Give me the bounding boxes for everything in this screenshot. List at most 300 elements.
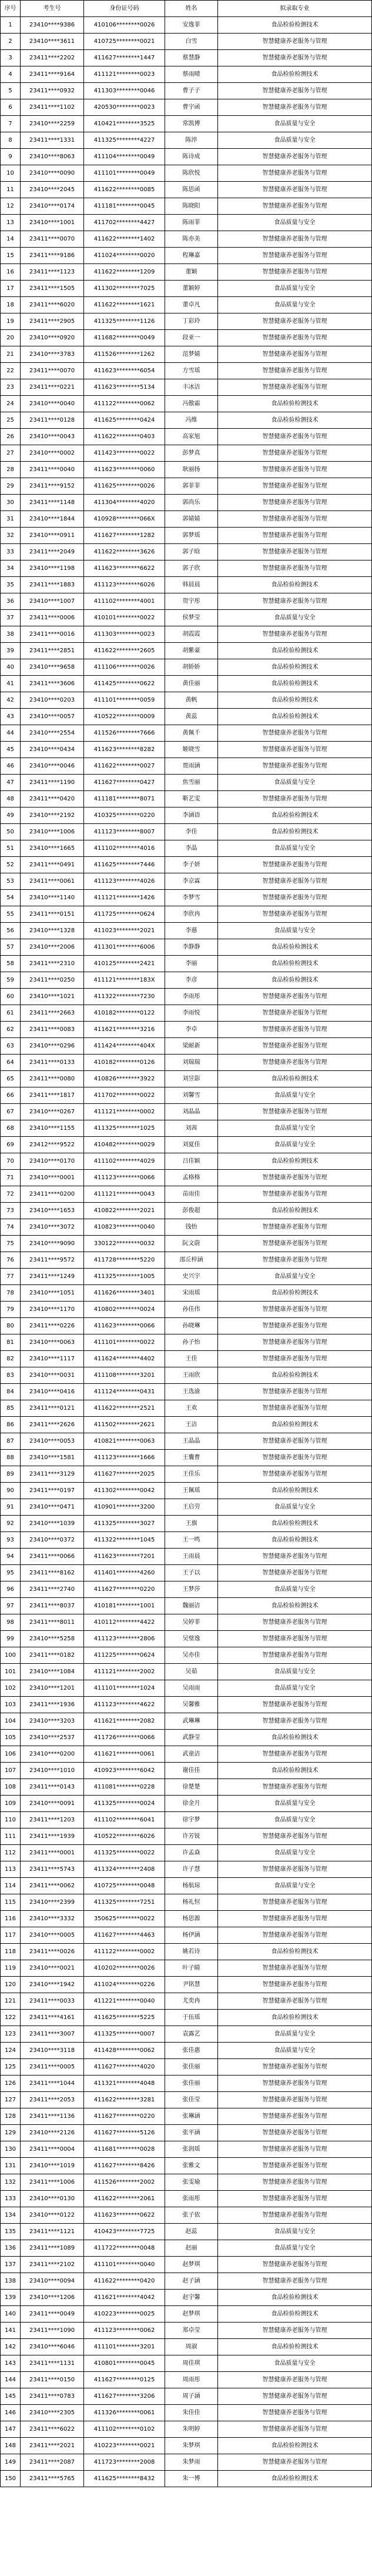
cell-major: 食品检验检测技术	[218, 1285, 372, 1302]
cell-major: 智慧健康养老服务与管理	[218, 1993, 372, 2010]
cell-index: 68	[1, 1120, 21, 1137]
table-row	[1, 742, 372, 758]
cell-index: 124	[1, 2043, 21, 2059]
cell-name: 王佳乐	[165, 1466, 218, 1483]
cell-major: 食品质量与安全	[218, 1499, 372, 1516]
table-row	[1, 725, 372, 742]
cell-major: 食品质量与安全	[218, 2043, 372, 2059]
table-row	[1, 1861, 372, 1878]
table-row	[1, 643, 372, 659]
cell-name: 杨礼恒	[165, 1894, 218, 1911]
cell-exam-number: 23410****0094	[21, 2273, 84, 2290]
cell-exam-number: 23410****0122	[21, 2207, 84, 2224]
table-row	[1, 1878, 372, 1894]
cell-id-number: 411624********4402	[84, 1351, 165, 1367]
cell-major: 智慧健康养老服务与管理	[218, 1400, 372, 1417]
cell-name: 张佳莹	[165, 2092, 218, 2108]
cell-major: 智慧健康养老服务与管理	[218, 2076, 372, 2092]
cell-id-number: 411325********1025	[84, 1120, 165, 1137]
cell-name: 陈诗成	[165, 149, 218, 165]
table-row	[1, 923, 372, 939]
cell-major: 食品检验检测技术	[218, 659, 372, 676]
cell-index: 23	[1, 379, 21, 396]
table-row	[1, 1269, 372, 1285]
table-row	[1, 2092, 372, 2108]
cell-id-number: 411325********0007	[84, 2026, 165, 2043]
table-row	[1, 939, 372, 956]
cell-index: 144	[1, 2372, 21, 2388]
table-row	[1, 840, 372, 857]
cell-exam-number: 23410****3118	[21, 2043, 84, 2059]
cell-id-number: 410182********0126	[84, 1055, 165, 1071]
cell-index: 147	[1, 2421, 21, 2438]
table-row	[1, 890, 372, 906]
cell-major: 智慧健康养老服务与管理	[218, 1977, 372, 1993]
cell-name: 张子依	[165, 2207, 218, 2224]
cell-major: 食品检验检测技术	[218, 2290, 372, 2306]
cell-name: 李丽	[165, 956, 218, 972]
cell-index: 10	[1, 165, 21, 182]
table-row	[1, 1137, 372, 1153]
cell-major: 智慧健康养老服务与管理	[218, 1005, 372, 1022]
cell-major: 智慧健康养老服务与管理	[218, 1861, 372, 1878]
cell-name: 李彦	[165, 972, 218, 989]
cell-exam-number: 23411****0150	[21, 2372, 84, 2388]
cell-major: 食品质量与安全	[218, 132, 372, 149]
table-row	[1, 1598, 372, 1614]
cell-exam-number: 23411****0932	[21, 83, 84, 99]
cell-major: 智慧健康养老服务与管理	[218, 1911, 372, 1927]
table-row	[1, 1153, 372, 1170]
cell-major: 食品质量与安全	[218, 1878, 372, 1894]
cell-name: 吴茹	[165, 1664, 218, 1680]
table-row	[1, 791, 372, 807]
cell-exam-number: 23411****0062	[21, 1878, 84, 1894]
table-row	[1, 972, 372, 989]
cell-index: 103	[1, 1697, 21, 1713]
cell-major: 食品质量与安全	[218, 215, 372, 231]
cell-index: 34	[1, 560, 21, 577]
cell-index: 50	[1, 824, 21, 840]
cell-id-number: 411424********404X	[84, 1038, 165, 1055]
cell-id-number: 411102********6041	[84, 1812, 165, 1828]
header-index: 序号	[1, 1, 21, 17]
table-row	[1, 1516, 372, 1532]
table-row	[1, 1631, 372, 1647]
cell-major: 智慧健康养老服务与管理	[218, 363, 372, 379]
cell-id-number: 411622********2605	[84, 643, 165, 659]
cell-index: 19	[1, 313, 21, 330]
cell-exam-number: 23410****2554	[21, 725, 84, 742]
cell-major: 智慧健康养老服务与管理	[218, 2059, 372, 2076]
cell-major: 智慧健康养老服务与管理	[218, 528, 372, 544]
cell-id-number: 411626********3401	[84, 1285, 165, 1302]
cell-id-number: 411102********0102	[84, 2421, 165, 2438]
cell-id-number: 411622********3281	[84, 2092, 165, 2108]
cell-name: 苗雨佳	[165, 1186, 218, 1203]
cell-exam-number: 23411****0226	[21, 1318, 84, 1334]
cell-major: 智慧健康养老服务与管理	[218, 462, 372, 478]
cell-major: 智慧健康养老服务与管理	[218, 2421, 372, 2438]
table-row	[1, 1944, 372, 1960]
cell-exam-number: 23411****8162	[21, 1565, 84, 1581]
cell-exam-number: 23411****1121	[21, 2224, 84, 2240]
cell-name: 武静莹	[165, 1730, 218, 1746]
cell-exam-number: 23411****0121	[21, 1400, 84, 1417]
cell-id-number: 411623********0622	[84, 2207, 165, 2224]
cell-index: 109	[1, 1796, 21, 1812]
table-row	[1, 1104, 372, 1120]
cell-major: 智慧健康养老服务与管理	[218, 791, 372, 807]
cell-name: 王一鸣	[165, 1532, 218, 1549]
table-row	[1, 165, 372, 182]
table-row	[1, 1186, 372, 1203]
cell-index: 94	[1, 1549, 21, 1565]
cell-id-number: 410106********0026	[84, 17, 165, 34]
cell-index: 26	[1, 429, 21, 445]
cell-name: 吴婷菲	[165, 1614, 218, 1631]
cell-major: 智慧健康养老服务与管理	[218, 1104, 372, 1120]
cell-major: 智慧健康养老服务与管理	[218, 1318, 372, 1334]
table-row	[1, 231, 372, 248]
cell-index: 140	[1, 2306, 21, 2323]
table-row	[1, 560, 372, 577]
cell-name: 郭婧婧	[165, 511, 218, 528]
cell-exam-number: 23410****1170	[21, 1302, 84, 1318]
cell-major: 食品检验检测技术	[218, 1532, 372, 1549]
cell-id-number: 411728********5220	[84, 1252, 165, 1269]
cell-major: 智慧健康养老服务与管理	[218, 1549, 372, 1565]
cell-exam-number: 23411****0200	[21, 1186, 84, 1203]
cell-name: 史兴宇	[165, 1269, 218, 1285]
cell-name: 彭俊超	[165, 1203, 218, 1219]
cell-major: 食品检验检测技术	[218, 2339, 372, 2355]
cell-major: 智慧健康养老服务与管理	[218, 1746, 372, 1763]
cell-major: 食品质量与安全	[218, 1812, 372, 1828]
cell-name: 丰冰洁	[165, 379, 218, 396]
cell-id-number: 411621********3216	[84, 1022, 165, 1038]
cell-major: 食品检验检测技术	[218, 956, 372, 972]
cell-id-number: 411622********2061	[84, 2191, 165, 2207]
cell-name: 陈晓阳	[165, 198, 218, 215]
cell-name: 陈思函	[165, 182, 218, 198]
table-row	[1, 1730, 372, 1746]
cell-major: 智慧健康养老服务与管理	[218, 511, 372, 528]
cell-id-number: 411625********8432	[84, 2471, 165, 2487]
table-row	[1, 1532, 372, 1549]
table-row	[1, 1219, 372, 1236]
cell-exam-number: 23410****1007	[21, 593, 84, 610]
cell-id-number: 411122********0002	[84, 1944, 165, 1960]
cell-name: 孙子怡	[165, 1334, 218, 1351]
cell-index: 133	[1, 2191, 21, 2207]
table-row	[1, 2108, 372, 2125]
table-row	[1, 1483, 372, 1499]
cell-index: 17	[1, 281, 21, 297]
cell-exam-number: 23411****5765	[21, 2471, 84, 2487]
cell-major: 智慧健康养老服务与管理	[218, 1170, 372, 1186]
cell-id-number: 411622********1621	[84, 297, 165, 313]
cell-exam-number: 23410****1051	[21, 1285, 84, 1302]
cell-id-number: 410112********4422	[84, 1614, 165, 1631]
cell-name: 王选渝	[165, 1384, 218, 1400]
cell-id-number: 411625********7446	[84, 857, 165, 873]
cell-index: 150	[1, 2471, 21, 2487]
cell-major: 食品检验检测技术	[218, 1071, 372, 1087]
cell-id-number: 411108********3201	[84, 1367, 165, 1384]
cell-major: 食品检验检测技术	[218, 1153, 372, 1170]
cell-exam-number: 23411****0001	[21, 1845, 84, 1861]
cell-id-number: 411123********4026	[84, 873, 165, 890]
cell-id-number: 411101********0059	[84, 692, 165, 709]
cell-exam-number: 23411****2740	[21, 1581, 84, 1598]
cell-name: 郑卓莹	[165, 2323, 218, 2339]
cell-index: 61	[1, 1005, 21, 1022]
cell-major: 智慧健康养老服务与管理	[218, 330, 372, 346]
cell-id-number: 410725********0021	[84, 34, 165, 50]
cell-exam-number: 23410****1021	[21, 989, 84, 1005]
cell-index: 100	[1, 1647, 21, 1664]
table-body	[1, 17, 372, 2487]
cell-index: 137	[1, 2257, 21, 2273]
table-row	[1, 1022, 372, 1038]
table-row	[1, 1713, 372, 1730]
cell-name: 刘茜	[165, 1120, 218, 1137]
cell-exam-number: 23411****6022	[21, 2421, 84, 2438]
cell-exam-number: 23411****8011	[21, 1614, 84, 1631]
cell-index: 87	[1, 1433, 21, 1450]
cell-index: 81	[1, 1334, 21, 1351]
cell-exam-number: 23411****1249	[21, 1269, 84, 1285]
cell-exam-number: 23410****0031	[21, 1367, 84, 1384]
cell-major: 食品质量与安全	[218, 2355, 372, 2372]
table-row	[1, 1927, 372, 1944]
cell-exam-number: 23411****1044	[21, 2076, 84, 2092]
cell-id-number: 411181********0045	[84, 198, 165, 215]
table-row	[1, 281, 372, 297]
cell-major: 食品质量与安全	[218, 1087, 372, 1104]
cell-major: 食品检验检测技术	[218, 396, 372, 412]
table-row	[1, 396, 372, 412]
cell-index: 120	[1, 1977, 21, 1993]
cell-id-number: 410522********6026	[84, 1828, 165, 1845]
cell-index: 146	[1, 2405, 21, 2421]
table-row	[1, 1614, 372, 1631]
table-row	[1, 1087, 372, 1104]
cell-exam-number: 23411****0006	[21, 610, 84, 626]
cell-name: 段亚一	[165, 330, 218, 346]
cell-index: 114	[1, 1878, 21, 1894]
cell-name: 李涵语	[165, 807, 218, 824]
cell-exam-number: 23410****9658	[21, 659, 84, 676]
cell-exam-number: 23411****3129	[21, 1466, 84, 1483]
cell-id-number: 411627********0220	[84, 2108, 165, 2125]
cell-name: 李慈	[165, 923, 218, 939]
cell-major: 食品检验检测技术	[218, 643, 372, 659]
cell-id-number: 411321********4048	[84, 2076, 165, 2092]
cell-name: 武童洁	[165, 1746, 218, 1763]
table-row	[1, 775, 372, 791]
cell-name: 董颖	[165, 264, 218, 281]
cell-name: 谢佳佳	[165, 1763, 218, 1779]
cell-major: 食品质量与安全	[218, 1269, 372, 1285]
cell-id-number: 410522********0009	[84, 709, 165, 725]
cell-id-number: 411301********6006	[84, 939, 165, 956]
cell-index: 47	[1, 775, 21, 791]
cell-id-number: 410801********0045	[84, 2355, 165, 2372]
cell-id-number: 411023********2021	[84, 923, 165, 939]
cell-exam-number: 23411****2049	[21, 544, 84, 560]
cell-exam-number: 23410****0040	[21, 396, 84, 412]
cell-index: 86	[1, 1417, 21, 1433]
cell-name: 赵蕊	[165, 2224, 218, 2240]
cell-major: 智慧健康养老服务与管理	[218, 198, 372, 215]
cell-index: 79	[1, 1302, 21, 1318]
cell-major: 智慧健康养老服务与管理	[218, 873, 372, 890]
cell-id-number: 411723********2008	[84, 2454, 165, 2471]
cell-exam-number: 23411****0049	[21, 2306, 84, 2323]
cell-major: 智慧健康养老服务与管理	[218, 1236, 372, 1252]
cell-index: 128	[1, 2108, 21, 2125]
cell-major: 智慧健康养老服务与管理	[218, 165, 372, 182]
cell-major: 智慧健康养老服务与管理	[218, 2323, 372, 2339]
table-row	[1, 1384, 372, 1400]
cell-name: 许子慧	[165, 1861, 218, 1878]
cell-id-number: 411123********2806	[84, 1631, 165, 1647]
cell-major: 智慧健康养老服务与管理	[218, 1713, 372, 1730]
cell-index: 74	[1, 1219, 21, 1236]
cell-exam-number: 23411****1148	[21, 495, 84, 511]
cell-major: 智慧健康养老服务与管理	[218, 445, 372, 462]
cell-exam-number: 23410****0200	[21, 1746, 84, 1763]
cell-id-number: 411124********0431	[84, 1384, 165, 1400]
cell-index: 135	[1, 2224, 21, 2240]
cell-id-number: 411627********1282	[84, 528, 165, 544]
cell-index: 121	[1, 1993, 21, 2010]
cell-exam-number: 23411****2102	[21, 2257, 84, 2273]
cell-major: 食品检验检测技术	[218, 577, 372, 593]
cell-name: 彭梦真	[165, 445, 218, 462]
cell-id-number: 411101********1024	[84, 1680, 165, 1697]
cell-exam-number: 23411****1131	[21, 2355, 84, 2372]
cell-exam-number: 23411****2663	[21, 1005, 84, 1022]
cell-name: 陈雨菲	[165, 215, 218, 231]
table-row	[1, 1977, 372, 1993]
table-row	[1, 1499, 372, 1516]
cell-exam-number: 23410****6046	[21, 2339, 84, 2355]
cell-id-number: 410826********3922	[84, 1071, 165, 1087]
cell-exam-number: 23411****9572	[21, 1252, 84, 1269]
cell-major: 智慧健康养老服务与管理	[218, 83, 372, 99]
cell-index: 60	[1, 989, 21, 1005]
cell-id-number: 411625********0424	[84, 412, 165, 429]
table-row	[1, 2240, 372, 2257]
cell-major: 智慧健康养老服务与管理	[218, 593, 372, 610]
cell-id-number: 411225********0624	[84, 1647, 165, 1664]
cell-index: 143	[1, 2355, 21, 2372]
cell-index: 11	[1, 182, 21, 198]
cell-major: 智慧健康养老服务与管理	[218, 2372, 372, 2388]
cell-name: 程琳嘉	[165, 248, 218, 264]
cell-exam-number: 23410****0021	[21, 1960, 84, 1977]
cell-index: 84	[1, 1384, 21, 1400]
cell-major: 智慧健康养老服务与管理	[218, 725, 372, 742]
table-row	[1, 1812, 372, 1828]
cell-exam-number: 23411****0016	[21, 626, 84, 643]
cell-name: 武琳琳	[165, 1713, 218, 1730]
cell-name: 曹子子	[165, 83, 218, 99]
cell-exam-number: 23410****2045	[21, 182, 84, 198]
cell-major: 智慧健康养老服务与管理	[218, 2108, 372, 2125]
cell-major: 食品检验检测技术	[218, 1367, 372, 1384]
table-row	[1, 50, 372, 66]
cell-name: 陈欣悦	[165, 165, 218, 182]
cell-name: 吴璧逸	[165, 1631, 218, 1647]
cell-index: 142	[1, 2339, 21, 2355]
cell-id-number: 411623********5134	[84, 379, 165, 396]
cell-major: 智慧健康养老服务与管理	[218, 890, 372, 906]
cell-id-number: 411622********1402	[84, 231, 165, 248]
cell-id-number: 411625********0026	[84, 478, 165, 495]
cell-index: 16	[1, 264, 21, 281]
cell-major: 食品检验检测技术	[218, 972, 372, 989]
cell-name: 张润瑶	[165, 2141, 218, 2158]
cell-major: 智慧健康养老服务与管理	[218, 313, 372, 330]
cell-index: 90	[1, 1483, 21, 1499]
cell-index: 67	[1, 1104, 21, 1120]
table-row	[1, 2323, 372, 2339]
cell-index: 46	[1, 758, 21, 775]
cell-major: 食品质量与安全	[218, 281, 372, 297]
table-row	[1, 1302, 372, 1318]
table-row	[1, 2372, 372, 2388]
cell-index: 80	[1, 1318, 21, 1334]
table-row	[1, 1055, 372, 1071]
cell-exam-number: 23411****0033	[21, 1993, 84, 2010]
cell-name: 孙佳伟	[165, 1302, 218, 1318]
cell-id-number: 420530********0023	[84, 99, 165, 116]
cell-id-number: 410482********0029	[84, 1137, 165, 1153]
cell-exam-number: 23411****1006	[21, 2174, 84, 2191]
cell-exam-number: 23410****2006	[21, 939, 84, 956]
table-row	[1, 659, 372, 676]
cell-major: 食品质量与安全	[218, 775, 372, 791]
cell-major: 智慧健康养老服务与管理	[218, 2388, 372, 2405]
cell-major: 智慧健康养老服务与管理	[218, 544, 372, 560]
cell-id-number: 411623********0066	[84, 1318, 165, 1334]
table-row	[1, 1960, 372, 1977]
cell-index: 97	[1, 1598, 21, 1614]
cell-name: 王囊曹	[165, 1450, 218, 1466]
cell-exam-number: 23411****9152	[21, 478, 84, 495]
cell-major: 智慧健康养老服务与管理	[218, 2158, 372, 2174]
cell-major: 食品检验检测技术	[218, 676, 372, 692]
cell-major: 智慧健康养老服务与管理	[218, 758, 372, 775]
cell-id-number: 411702********4427	[84, 215, 165, 231]
table-row	[1, 198, 372, 215]
cell-exam-number: 23411****0151	[21, 906, 84, 923]
cell-major: 智慧健康养老服务与管理	[218, 2092, 372, 2108]
cell-major: 食品质量与安全	[218, 2224, 372, 2240]
cell-name: 张佳惠	[165, 2043, 218, 2059]
cell-name: 李佳	[165, 824, 218, 840]
table-row	[1, 2125, 372, 2141]
cell-id-number: 411121********0023	[84, 66, 165, 83]
table-row	[1, 1697, 372, 1713]
table-row	[1, 116, 372, 132]
cell-major: 食品检验检测技术	[218, 1598, 372, 1614]
cell-id-number: 411024********0226	[84, 1977, 165, 1993]
